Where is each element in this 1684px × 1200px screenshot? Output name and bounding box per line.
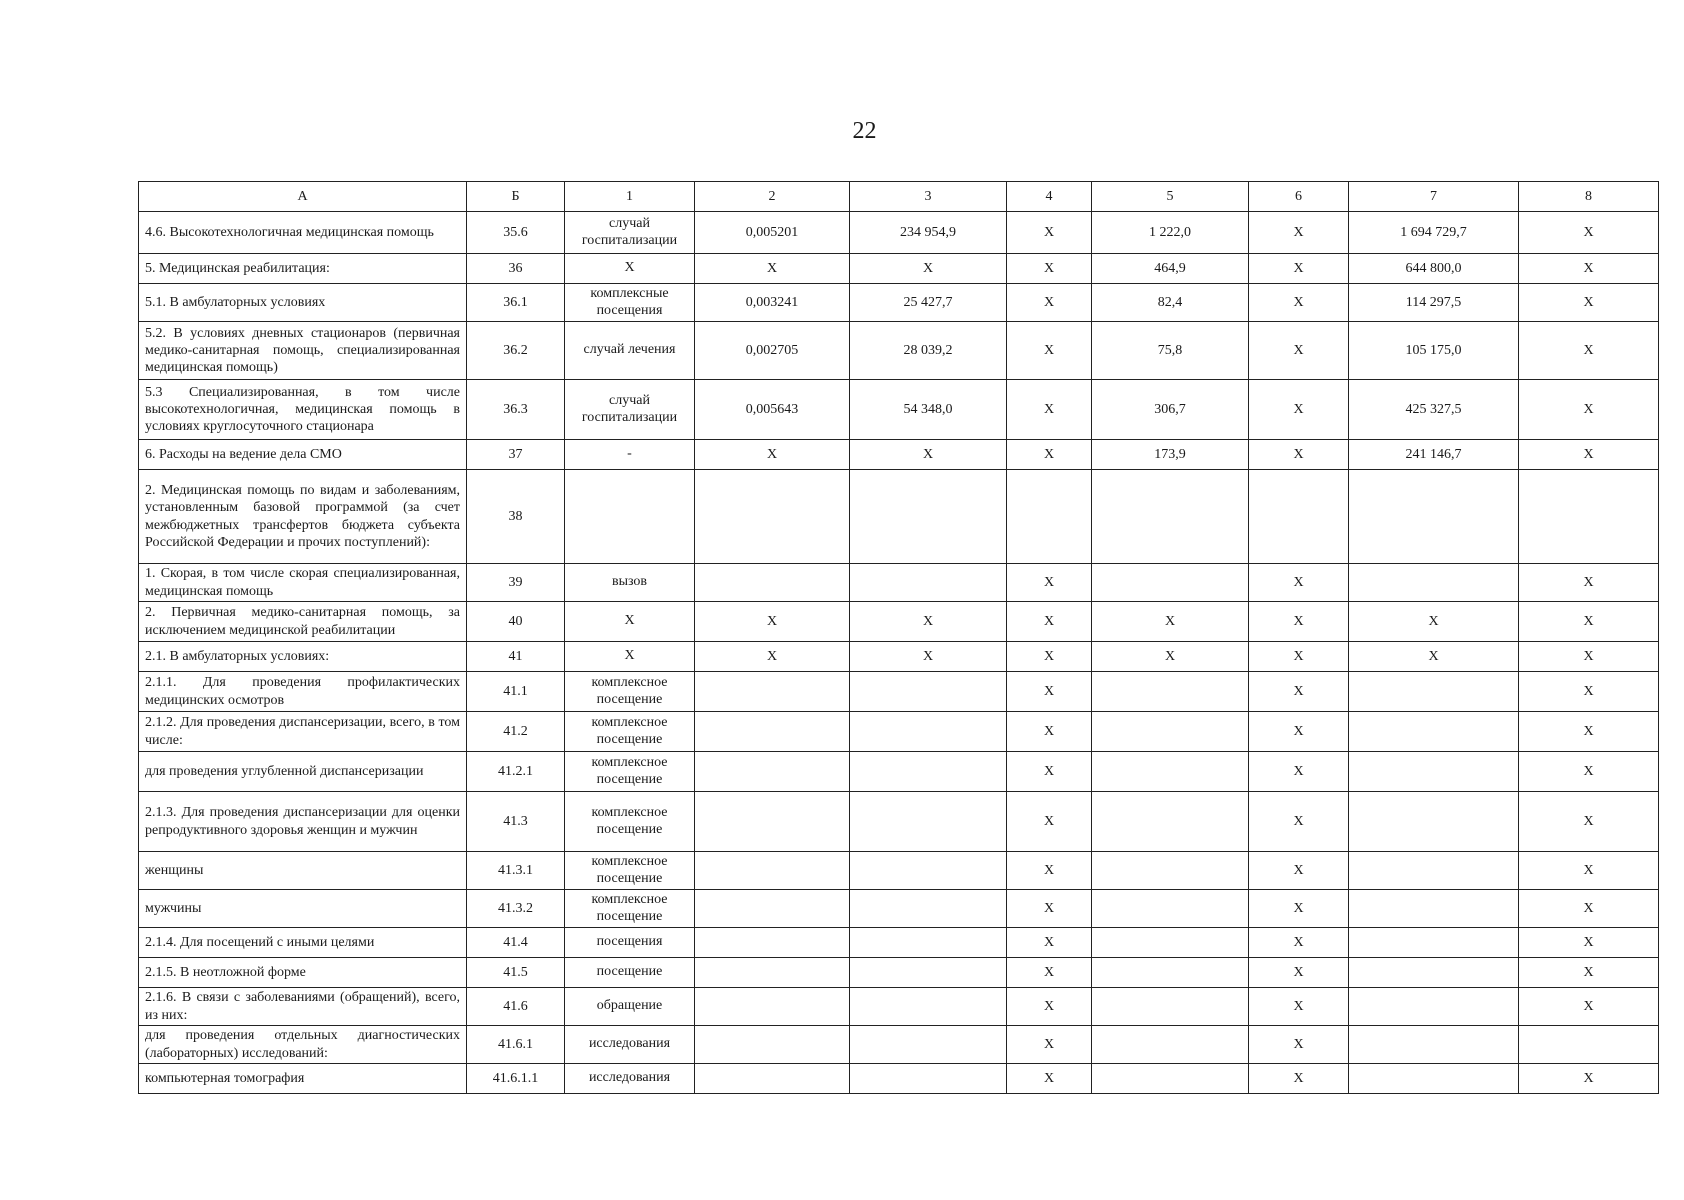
- value-cell: Х: [1007, 1026, 1092, 1064]
- unit-cell: комплексное посещение: [565, 712, 695, 752]
- value-cell: [1092, 712, 1249, 752]
- value-cell: Х: [1007, 564, 1092, 602]
- row-label: 2.1.2. Для проведения диспансеризации, всего, в том числе:: [139, 712, 467, 752]
- value-cell: Х: [850, 602, 1007, 642]
- unit-cell: случай лечения: [565, 322, 695, 380]
- value-cell: 644 800,0: [1349, 254, 1519, 284]
- value-cell: [695, 1064, 850, 1094]
- value-cell: Х: [1249, 380, 1349, 440]
- unit-cell: комплексное посещение: [565, 890, 695, 928]
- value-cell: [695, 470, 850, 564]
- value-cell: 82,4: [1092, 284, 1249, 322]
- value-cell: [1349, 958, 1519, 988]
- unit-cell: Х: [565, 254, 695, 284]
- value-cell: 173,9: [1092, 440, 1249, 470]
- value-cell: 1 694 729,7: [1349, 212, 1519, 254]
- value-cell: [695, 752, 850, 792]
- value-cell: [850, 564, 1007, 602]
- table-row: [139, 928, 1659, 958]
- value-cell: Х: [695, 440, 850, 470]
- column-header: Б: [467, 182, 565, 212]
- value-cell: Х: [1007, 890, 1092, 928]
- table-row: [139, 284, 1659, 322]
- value-cell: Х: [1519, 988, 1659, 1026]
- value-cell: [695, 928, 850, 958]
- row-label: для проведения углубленной диспансеризации: [139, 752, 467, 792]
- value-cell: 464,9: [1092, 254, 1249, 284]
- value-cell: Х: [1519, 672, 1659, 712]
- value-cell: Х: [1519, 792, 1659, 852]
- value-cell: [695, 958, 850, 988]
- value-cell: [1519, 470, 1659, 564]
- value-cell: [850, 712, 1007, 752]
- unit-cell: Х: [565, 642, 695, 672]
- value-cell: [1092, 672, 1249, 712]
- row-code: 35.6: [467, 212, 565, 254]
- unit-cell: -: [565, 440, 695, 470]
- value-cell: [1092, 752, 1249, 792]
- value-cell: [695, 792, 850, 852]
- unit-cell: обращение: [565, 988, 695, 1026]
- value-cell: Х: [1249, 988, 1349, 1026]
- row-code: 41.3: [467, 792, 565, 852]
- row-label: 6. Расходы на ведение дела СМО: [139, 440, 467, 470]
- value-cell: Х: [695, 642, 850, 672]
- row-label: 5. Медицинская реабилитация:: [139, 254, 467, 284]
- value-cell: 425 327,5: [1349, 380, 1519, 440]
- value-cell: [1092, 890, 1249, 928]
- value-cell: Х: [1007, 1064, 1092, 1094]
- row-label: компьютерная томография: [139, 1064, 467, 1094]
- value-cell: 241 146,7: [1349, 440, 1519, 470]
- table-row: [139, 440, 1659, 470]
- value-cell: [850, 752, 1007, 792]
- value-cell: [695, 890, 850, 928]
- value-cell: [850, 1026, 1007, 1064]
- table-row: [139, 958, 1659, 988]
- column-header: 8: [1519, 182, 1659, 212]
- unit-cell: комплексное посещение: [565, 792, 695, 852]
- value-cell: [850, 890, 1007, 928]
- value-cell: Х: [1007, 642, 1092, 672]
- value-cell: Х: [1519, 212, 1659, 254]
- value-cell: [850, 470, 1007, 564]
- unit-cell: комплексное посещение: [565, 852, 695, 890]
- row-label: 2.1.4. Для посещений с иными целями: [139, 928, 467, 958]
- row-code: 41.6: [467, 988, 565, 1026]
- row-code: 41.6.1.1: [467, 1064, 565, 1094]
- unit-cell: случай госпитализации: [565, 212, 695, 254]
- value-cell: Х: [1249, 322, 1349, 380]
- value-cell: [850, 988, 1007, 1026]
- value-cell: Х: [1249, 752, 1349, 792]
- row-label: 5.2. В условиях дневных стационаров (первичная медико-санитарная помощь, специализированная медицинская помощь): [139, 322, 467, 380]
- unit-cell: исследования: [565, 1026, 695, 1064]
- value-cell: Х: [1007, 988, 1092, 1026]
- value-cell: Х: [1007, 672, 1092, 712]
- value-cell: Х: [1007, 958, 1092, 988]
- unit-cell: Х: [565, 602, 695, 642]
- column-header: 3: [850, 182, 1007, 212]
- value-cell: Х: [1519, 642, 1659, 672]
- value-cell: [1349, 1026, 1519, 1064]
- value-cell: Х: [1349, 642, 1519, 672]
- value-cell: 28 039,2: [850, 322, 1007, 380]
- value-cell: [850, 672, 1007, 712]
- row-code: 36.3: [467, 380, 565, 440]
- row-label: 4.6. Высокотехнологичная медицинская помощь: [139, 212, 467, 254]
- value-cell: Х: [1249, 928, 1349, 958]
- value-cell: Х: [1249, 440, 1349, 470]
- row-label: женщины: [139, 852, 467, 890]
- column-header: 7: [1349, 182, 1519, 212]
- value-cell: Х: [1249, 1064, 1349, 1094]
- value-cell: Х: [1249, 564, 1349, 602]
- value-cell: [1349, 1064, 1519, 1094]
- value-cell: Х: [1007, 322, 1092, 380]
- value-cell: Х: [1349, 602, 1519, 642]
- row-code: 41.6.1: [467, 1026, 565, 1064]
- value-cell: Х: [1519, 852, 1659, 890]
- column-header: 5: [1092, 182, 1249, 212]
- row-code: 41.4: [467, 928, 565, 958]
- value-cell: [1519, 1026, 1659, 1064]
- value-cell: [1092, 988, 1249, 1026]
- value-cell: Х: [1007, 254, 1092, 284]
- value-cell: 306,7: [1092, 380, 1249, 440]
- value-cell: [695, 1026, 850, 1064]
- row-label: мужчины: [139, 890, 467, 928]
- value-cell: [1349, 712, 1519, 752]
- value-cell: [1349, 988, 1519, 1026]
- row-code: 41.5: [467, 958, 565, 988]
- value-cell: Х: [1519, 890, 1659, 928]
- table-row: [139, 602, 1659, 642]
- value-cell: Х: [850, 440, 1007, 470]
- unit-cell: комплексное посещение: [565, 752, 695, 792]
- column-header: 2: [695, 182, 850, 212]
- row-label: 5.3 Специализированная, в том числе высокотехнологичная, медицинская помощь в условиях круглосуточного стационара: [139, 380, 467, 440]
- value-cell: [850, 1064, 1007, 1094]
- value-cell: Х: [1249, 792, 1349, 852]
- value-cell: Х: [1249, 212, 1349, 254]
- value-cell: [1349, 470, 1519, 564]
- value-cell: Х: [1519, 254, 1659, 284]
- row-code: 36.2: [467, 322, 565, 380]
- value-cell: Х: [1007, 712, 1092, 752]
- value-cell: Х: [1249, 712, 1349, 752]
- table-row: [139, 212, 1659, 254]
- row-code: 36: [467, 254, 565, 284]
- value-cell: Х: [1519, 284, 1659, 322]
- unit-cell: исследования: [565, 1064, 695, 1094]
- row-code: 41.3.2: [467, 890, 565, 928]
- value-cell: [1349, 792, 1519, 852]
- row-label: 2.1. В амбулаторных условиях:: [139, 642, 467, 672]
- value-cell: [1092, 1026, 1249, 1064]
- value-cell: [695, 712, 850, 752]
- row-code: 39: [467, 564, 565, 602]
- value-cell: [1092, 852, 1249, 890]
- row-label: 2.1.5. В неотложной форме: [139, 958, 467, 988]
- value-cell: [1349, 890, 1519, 928]
- value-cell: Х: [1007, 852, 1092, 890]
- value-cell: [1092, 564, 1249, 602]
- value-cell: Х: [1007, 792, 1092, 852]
- row-code: 40: [467, 602, 565, 642]
- column-header: А: [139, 182, 467, 212]
- table-row: [139, 672, 1659, 712]
- value-cell: [695, 852, 850, 890]
- value-cell: 0,003241: [695, 284, 850, 322]
- row-code: 41.2.1: [467, 752, 565, 792]
- value-cell: Х: [1249, 958, 1349, 988]
- value-cell: Х: [1519, 602, 1659, 642]
- table-row: [139, 712, 1659, 752]
- table-row: [139, 380, 1659, 440]
- value-cell: Х: [1519, 564, 1659, 602]
- value-cell: 114 297,5: [1349, 284, 1519, 322]
- value-cell: 25 427,7: [850, 284, 1007, 322]
- row-code: 41.2: [467, 712, 565, 752]
- value-cell: Х: [695, 602, 850, 642]
- row-code: 36.1: [467, 284, 565, 322]
- row-code: 37: [467, 440, 565, 470]
- value-cell: Х: [850, 254, 1007, 284]
- table-row: [139, 1026, 1659, 1064]
- value-cell: Х: [1249, 254, 1349, 284]
- unit-cell: вызов: [565, 564, 695, 602]
- value-cell: Х: [1249, 890, 1349, 928]
- table-row: [139, 564, 1659, 602]
- value-cell: Х: [1249, 602, 1349, 642]
- value-cell: 105 175,0: [1349, 322, 1519, 380]
- value-cell: [1092, 470, 1249, 564]
- value-cell: [1092, 1064, 1249, 1094]
- row-label: 2.1.6. В связи с заболеваниями (обращений), всего, из них:: [139, 988, 467, 1026]
- table-body: [139, 212, 1659, 1094]
- value-cell: Х: [1007, 752, 1092, 792]
- value-cell: Х: [1007, 928, 1092, 958]
- value-cell: [695, 672, 850, 712]
- tariff-table: [138, 181, 1659, 1094]
- value-cell: Х: [1007, 440, 1092, 470]
- table-row: [139, 1064, 1659, 1094]
- unit-cell: комплексное посещение: [565, 672, 695, 712]
- table-row: [139, 752, 1659, 792]
- table-row: [139, 988, 1659, 1026]
- value-cell: Х: [1007, 380, 1092, 440]
- value-cell: [850, 928, 1007, 958]
- value-cell: [1349, 564, 1519, 602]
- value-cell: [695, 988, 850, 1026]
- row-label: 2.1.3. Для проведения диспансеризации для оценки репродуктивного здоровья женщин и мужчин: [139, 792, 467, 852]
- value-cell: [1092, 792, 1249, 852]
- value-cell: [850, 792, 1007, 852]
- value-cell: Х: [1249, 284, 1349, 322]
- value-cell: Х: [1519, 440, 1659, 470]
- value-cell: Х: [1249, 642, 1349, 672]
- row-label: 2. Медицинская помощь по видам и заболеваниям, установленным базовой программой (за счет межбюджетных трансфертов бюджета субъекта Российской Федерации и прочих поступлений):: [139, 470, 467, 564]
- value-cell: [1092, 928, 1249, 958]
- value-cell: 0,005201: [695, 212, 850, 254]
- value-cell: [1349, 672, 1519, 712]
- value-cell: [695, 564, 850, 602]
- row-code: 41.1: [467, 672, 565, 712]
- unit-cell: [565, 470, 695, 564]
- table-row: [139, 322, 1659, 380]
- value-cell: Х: [695, 254, 850, 284]
- value-cell: [1349, 928, 1519, 958]
- value-cell: Х: [1092, 602, 1249, 642]
- row-label: 5.1. В амбулаторных условиях: [139, 284, 467, 322]
- row-label: для проведения отдельных диагностических (лабораторных) исследований:: [139, 1026, 467, 1064]
- unit-cell: комплексные посещения: [565, 284, 695, 322]
- table-row: [139, 254, 1659, 284]
- value-cell: Х: [1007, 602, 1092, 642]
- row-label: 2. Первичная медико-санитарная помощь, за исключением медицинской реабилитации: [139, 602, 467, 642]
- row-code: 41: [467, 642, 565, 672]
- value-cell: Х: [1519, 712, 1659, 752]
- value-cell: [1249, 470, 1349, 564]
- column-header: 4: [1007, 182, 1092, 212]
- value-cell: Х: [1249, 1026, 1349, 1064]
- value-cell: Х: [1519, 928, 1659, 958]
- value-cell: [1349, 752, 1519, 792]
- row-label: 1. Скорая, в том числе скорая специализированная, медицинская помощь: [139, 564, 467, 602]
- table-row: [139, 792, 1659, 852]
- table-row: [139, 470, 1659, 564]
- value-cell: [1349, 852, 1519, 890]
- value-cell: 234 954,9: [850, 212, 1007, 254]
- row-label: 2.1.1. Для проведения профилактических медицинских осмотров: [139, 672, 467, 712]
- value-cell: 75,8: [1092, 322, 1249, 380]
- page-number: 22: [852, 118, 877, 144]
- unit-cell: случай госпитализации: [565, 380, 695, 440]
- value-cell: Х: [850, 642, 1007, 672]
- value-cell: Х: [1007, 284, 1092, 322]
- table-row: [139, 890, 1659, 928]
- value-cell: [850, 958, 1007, 988]
- column-header: 6: [1249, 182, 1349, 212]
- value-cell: Х: [1519, 1064, 1659, 1094]
- value-cell: Х: [1519, 958, 1659, 988]
- value-cell: [1007, 470, 1092, 564]
- value-cell: [1092, 958, 1249, 988]
- table-row: [139, 642, 1659, 672]
- value-cell: Х: [1092, 642, 1249, 672]
- value-cell: Х: [1249, 672, 1349, 712]
- value-cell: Х: [1249, 852, 1349, 890]
- row-code: 38: [467, 470, 565, 564]
- value-cell: Х: [1007, 212, 1092, 254]
- table-header-row: [139, 182, 1659, 212]
- unit-cell: посещение: [565, 958, 695, 988]
- value-cell: 1 222,0: [1092, 212, 1249, 254]
- unit-cell: посещения: [565, 928, 695, 958]
- value-cell: 0,005643: [695, 380, 850, 440]
- table-row: [139, 852, 1659, 890]
- value-cell: Х: [1519, 380, 1659, 440]
- value-cell: 54 348,0: [850, 380, 1007, 440]
- column-header: 1: [565, 182, 695, 212]
- value-cell: [850, 852, 1007, 890]
- value-cell: Х: [1519, 752, 1659, 792]
- value-cell: Х: [1519, 322, 1659, 380]
- value-cell: 0,002705: [695, 322, 850, 380]
- row-code: 41.3.1: [467, 852, 565, 890]
